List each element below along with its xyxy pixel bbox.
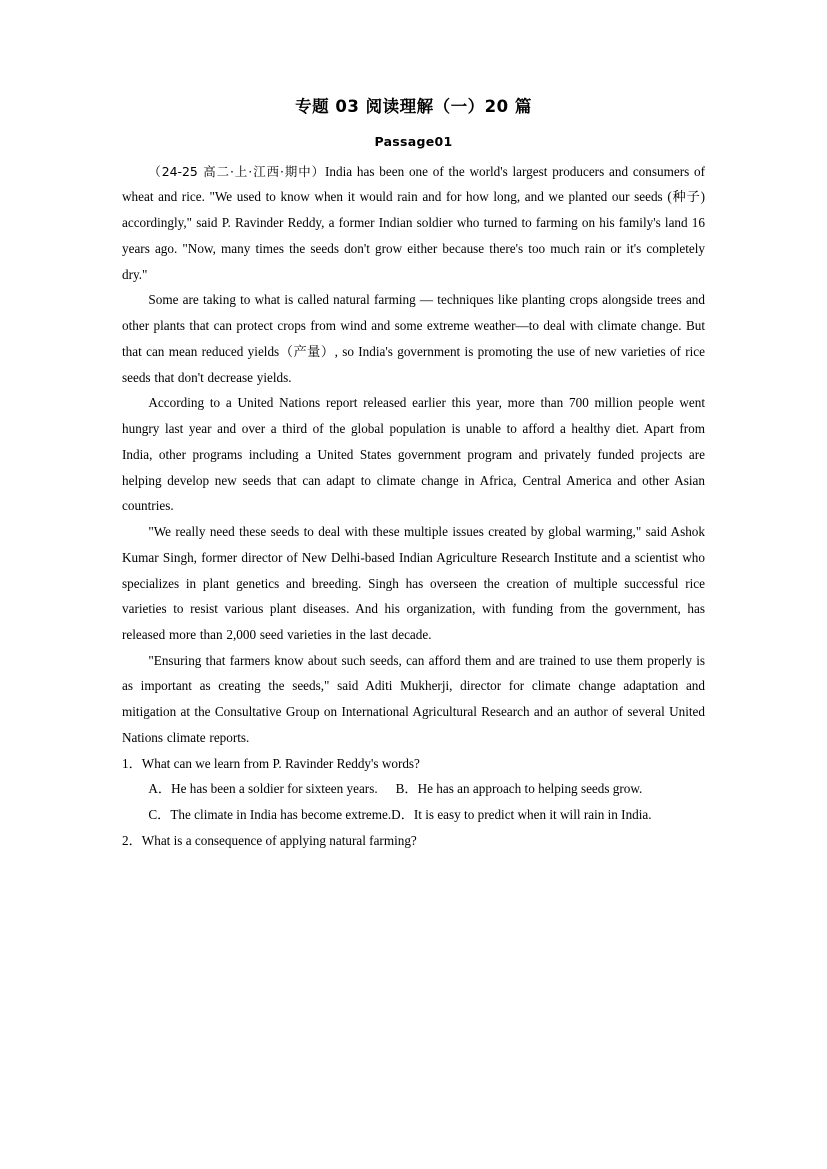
source-tag: （24-25 高二·上·江西·期中） — [148, 163, 326, 179]
question-1-number: 1． — [122, 755, 142, 771]
paragraph-5: "Ensuring that farmers know about such seeds, can afford them and are trained to use them properly is as important as creating the seeds," said Aditi Mukherji, director for climate change adaptation and mitigation at the Consultative Group on International Agricultural Research and an author of several United Nations climate reports. — [122, 652, 705, 745]
paragraph-4: "We really need these seeds to deal with these multiple issues created by global warming," said Ashok Kumar Singh, former director of New Delhi-based Indian Agriculture Research Institute and a scientist who specializes in plant genetics and breeding. Singh has overseen the creation of multiple successful rice varieties to resist various plant diseases. And his organization, with funding from the government, has released more than 2,000 seed varieties in the last decade. — [122, 524, 705, 642]
question-1-options-row-1 — [122, 776, 705, 802]
question-1-option-b: B．He has an approach to helping seeds grow. — [395, 781, 643, 797]
question-1-text: What can we learn from P. Ravinder Reddy's words? — [141, 755, 420, 771]
question-2-text: What is a consequence of applying natural farming? — [141, 832, 417, 848]
page-title: 专题 03 阅读理解（一）20 篇 — [295, 97, 532, 116]
question-2 — [122, 828, 705, 854]
paragraph-2: Some are taking to what is called natural farming — techniques like planting crops alongside trees and other plants that can protect crops from wind and some extreme weather—to deal with climate change. But that can mean reduced yields（产量）, so India's government is promoting the use of new varieties of rice seeds that don't decrease yields. — [122, 292, 705, 385]
question-1 — [122, 751, 705, 777]
paragraph-3: According to a United Nations report released earlier this year, more than 700 million people went hungry last year and over a third of the global population is unable to afford a healthy diet. Apart from India, other programs including a United States government program and privately funded projects are helping develop new seeds that can adapt to climate change in Africa, Central America and other Asian countries. — [122, 395, 705, 514]
paragraph-1-text: India has been one of the world's largest producers and consumers of wheat and rice. "We used to know when it would rain and for how long, and we planted our seeds (种子) accordingly," said P. Ravinder Reddy, a former Indian soldier who turned to farming on his family's land 16 years ago. "Now, many times the seeds don't grow either because there's too much rain or it's completely dry." — [122, 163, 705, 282]
paragraph-1 — [122, 159, 705, 288]
question-2-number: 2． — [122, 832, 142, 848]
question-1-option-c: C．The climate in India has become extreme. — [148, 807, 392, 823]
question-1-options-row-2 — [122, 802, 705, 828]
passage-label: Passage01 — [374, 133, 453, 149]
question-1-option-a: A．He has been a soldier for sixteen years. — [148, 781, 378, 797]
question-1-option-d: D．It is easy to predict when it will rain in India. — [391, 807, 652, 823]
